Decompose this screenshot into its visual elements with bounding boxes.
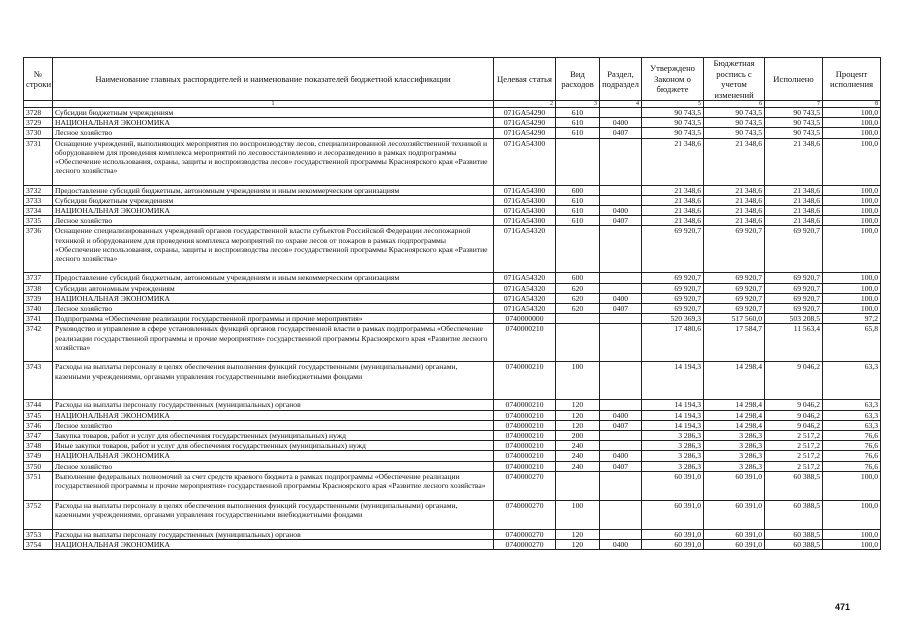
expense-type-cell: 100 [556,362,600,400]
approved-cell: 69 920,7 [642,293,704,303]
row-name-cell: Лесное хозяйство [53,216,494,226]
approved-cell: 3 286,3 [642,431,704,441]
section-cell [600,529,642,539]
schedule-cell: 90 743,5 [704,118,765,128]
approved-cell: 14 194,3 [642,400,704,410]
section-cell [600,195,642,205]
row-name-cell: НАЦИОНАЛЬНАЯ ЭКОНОМИКА [53,293,494,303]
table-row [24,529,881,539]
executed-cell: 2 517,2 [765,461,823,471]
executed-cell: 21 348,6 [765,185,823,195]
approved-cell: 3 286,3 [642,451,704,461]
column-number-row [24,101,881,108]
section-cell: 0407 [600,216,642,226]
target-article-cell: 071GA54300 [494,216,556,226]
table-row [24,431,881,441]
expense-type-cell: 120 [556,400,600,410]
target-article-cell: 0740000210 [494,400,556,410]
column-number: 7 [765,101,823,108]
section-cell [600,314,642,324]
target-article-cell: 0740000210 [494,431,556,441]
executed-cell: 9 046,2 [765,362,823,400]
approved-cell: 520 369,3 [642,314,704,324]
expense-type-cell: 120 [556,540,600,550]
table-row [24,540,881,550]
schedule-cell: 14 298,4 [704,420,765,430]
row-name-cell: НАЦИОНАЛЬНАЯ ЭКОНОМИКА [53,206,494,216]
expense-type-cell: 600 [556,185,600,195]
schedule-cell: 69 920,7 [704,273,765,283]
expense-type-cell: 610 [556,206,600,216]
column-number [24,101,53,108]
table-row [24,128,881,138]
header-percent: Процент исполнения [823,58,881,101]
executed-cell: 9 046,2 [765,420,823,430]
page-number: 471 [835,602,851,612]
executed-cell: 9 046,2 [765,400,823,410]
row-number-cell: 3740 [24,304,53,314]
header-approved: Утверждено Законом о бюджете [642,58,704,101]
expense-type-cell: 120 [556,529,600,539]
schedule-cell: 3 286,3 [704,461,765,471]
approved-cell: 14 194,3 [642,420,704,430]
row-name-cell: Предоставление субсидий бюджетным, автономным учреждениям и иным некоммерческим организациям [53,185,494,195]
approved-cell: 21 348,6 [642,185,704,195]
approved-cell: 90 743,5 [642,118,704,128]
row-number-cell: 3738 [24,283,53,293]
header-section: Раздел, подраздел [600,58,642,101]
header-expense-type: Вид расходов [556,58,600,101]
table-row [24,441,881,451]
row-name-cell: НАЦИОНАЛЬНАЯ ЭКОНОМИКА [53,451,494,461]
expense-type-cell [556,324,600,362]
row-number-cell: 3745 [24,410,53,420]
executed-cell: 60 388,5 [765,529,823,539]
row-name-cell: Руководство и управление в сфере установленных функций органов государственной власти в рамках подпрограммы «Обеспечение реализации государственной программы и прочие мероприятия» государственной программы Красноярского края «Развитие лесного хозяйства» [53,324,494,362]
section-cell [600,108,642,118]
approved-cell: 60 391,0 [642,540,704,550]
schedule-cell: 69 920,7 [704,304,765,314]
executed-cell: 21 348,6 [765,216,823,226]
percent-cell: 63,3 [823,362,881,400]
schedule-cell: 60 391,0 [704,471,765,500]
table-row [24,206,881,216]
table-row [24,451,881,461]
expense-type-cell [556,226,600,273]
row-number-cell: 3746 [24,420,53,430]
table-row [24,195,881,205]
section-cell [600,471,642,500]
approved-cell: 21 348,6 [642,138,704,185]
schedule-cell: 21 348,6 [704,185,765,195]
expense-type-cell: 240 [556,441,600,451]
target-article-cell: 071GA54320 [494,226,556,273]
executed-cell: 60 388,5 [765,471,823,500]
row-name-cell: Расходы на выплаты персоналу в целях обеспечения выполнения функций государственными (муниципальными) органами, казенными учреждениями, органами управления государственными внебюджетными фондами [53,500,494,529]
section-cell: 0407 [600,128,642,138]
schedule-cell: 21 348,6 [704,138,765,185]
section-cell [600,431,642,441]
executed-cell: 69 920,7 [765,226,823,273]
target-article-cell: 071GA54320 [494,293,556,303]
row-number-cell: 3729 [24,118,53,128]
expense-type-cell: 200 [556,431,600,441]
row-name-cell: Лесное хозяйство [53,461,494,471]
schedule-cell: 517 560,0 [704,314,765,324]
approved-cell: 90 743,5 [642,108,704,118]
section-cell: 0407 [600,420,642,430]
row-number-cell: 3752 [24,500,53,529]
header-executed: Исполнено [765,58,823,101]
row-number-cell: 3731 [24,138,53,185]
row-number-cell: 3734 [24,206,53,216]
table-row [24,400,881,410]
expense-type-cell: 600 [556,273,600,283]
schedule-cell: 14 298,4 [704,362,765,400]
percent-cell: 76,6 [823,431,881,441]
section-cell: 0400 [600,206,642,216]
table-row [24,500,881,529]
percent-cell: 100,0 [823,529,881,539]
row-number-cell: 3730 [24,128,53,138]
target-article-cell: 071GA54290 [494,128,556,138]
row-number-cell: 3743 [24,362,53,400]
executed-cell: 21 348,6 [765,195,823,205]
percent-cell: 100,0 [823,108,881,118]
schedule-cell: 21 348,6 [704,216,765,226]
target-article-cell: 0740000210 [494,410,556,420]
column-number: 4 [600,101,642,108]
executed-cell: 69 920,7 [765,304,823,314]
approved-cell: 69 920,7 [642,273,704,283]
row-name-cell: Субсидии бюджетным учреждениям [53,195,494,205]
expense-type-cell [556,314,600,324]
table-row [24,273,881,283]
percent-cell: 63,3 [823,400,881,410]
row-number-cell: 3741 [24,314,53,324]
target-article-cell: 071GA54300 [494,138,556,185]
section-cell: 0400 [600,410,642,420]
section-cell [600,273,642,283]
approved-cell: 3 286,3 [642,461,704,471]
percent-cell: 100,0 [823,138,881,185]
expense-type-cell: 120 [556,420,600,430]
row-number-cell: 3742 [24,324,53,362]
approved-cell: 69 920,7 [642,304,704,314]
row-name-cell: Субсидии автономным учреждениям [53,283,494,293]
target-article-cell: 071GA54300 [494,185,556,195]
executed-cell: 503 208,5 [765,314,823,324]
schedule-cell: 90 743,5 [704,108,765,118]
percent-cell: 100,0 [823,185,881,195]
percent-cell: 100,0 [823,283,881,293]
table-row [24,324,881,362]
target-article-cell: 071GA54320 [494,273,556,283]
executed-cell: 90 743,5 [765,128,823,138]
row-name-cell: НАЦИОНАЛЬНАЯ ЭКОНОМИКА [53,118,494,128]
schedule-cell: 14 298,4 [704,400,765,410]
row-name-cell: Расходы на выплаты персоналу государственных (муниципальных) органов [53,529,494,539]
row-number-cell: 3732 [24,185,53,195]
column-number: 6 [704,101,765,108]
row-name-cell: Оснащение специализированных учреждений органов государственной власти субъектов Российской Федерации лесопожарной техникой и оборудованием для проведения комплекса мероприятий по охране лесов от пожаров в рамках подпрограммы «Обеспечение использования, охраны, защиты и воспроизводства лесов» государственной программы Красноярского края «Развитие лесного хозяйства» [53,226,494,273]
row-number-cell: 3753 [24,529,53,539]
approved-cell: 21 348,6 [642,195,704,205]
table-body [24,108,881,550]
row-name-cell: НАЦИОНАЛЬНАЯ ЭКОНОМИКА [53,540,494,550]
row-name-cell: Оснащение учреждений, выполняющих мероприятия по воспроизводству лесов, специализированной лесохозяйственной техникой и оборудованием для проведения комплекса мероприятий по лесовосстановлению и лесоразведению в рамках подпрограммы «Обеспечение использования, охраны, защиты и воспроизводства лесов» государственной программы Красноярского края «Развитие лесного хозяйства» [53,138,494,185]
column-number: 3 [556,101,600,108]
target-article-cell: 071GA54300 [494,195,556,205]
schedule-cell: 14 298,4 [704,410,765,420]
percent-cell: 100,0 [823,304,881,314]
column-number: 8 [823,101,881,108]
section-cell: 0407 [600,304,642,314]
section-cell [600,362,642,400]
table-row [24,185,881,195]
section-cell: 0407 [600,461,642,471]
expense-type-cell: 610 [556,118,600,128]
approved-cell: 14 194,3 [642,362,704,400]
percent-cell: 76,6 [823,451,881,461]
row-number-cell: 3749 [24,451,53,461]
schedule-cell: 60 391,0 [704,529,765,539]
table-row [24,420,881,430]
row-name-cell: Закупка товаров, работ и услуг для обеспечения государственных (муниципальных) нужд [53,431,494,441]
percent-cell: 100,0 [823,500,881,529]
target-article-cell: 0740000210 [494,451,556,461]
target-article-cell: 0740000000 [494,314,556,324]
expense-type-cell [556,471,600,500]
table-row [24,108,881,118]
schedule-cell: 69 920,7 [704,226,765,273]
approved-cell: 3 286,3 [642,441,704,451]
row-name-cell: Лесное хозяйство [53,304,494,314]
schedule-cell: 3 286,3 [704,441,765,451]
executed-cell: 2 517,2 [765,451,823,461]
approved-cell: 90 743,5 [642,128,704,138]
approved-cell: 69 920,7 [642,283,704,293]
table-row [24,138,881,185]
row-name-cell: Субсидии бюджетным учреждениям [53,108,494,118]
executed-cell: 69 920,7 [765,293,823,303]
header-name: Наименование главных распорядителей и наименование показателей бюджетной классификации [53,58,494,101]
executed-cell: 2 517,2 [765,431,823,441]
table-row [24,293,881,303]
schedule-cell: 21 348,6 [704,206,765,216]
percent-cell: 100,0 [823,195,881,205]
approved-cell: 14 194,3 [642,410,704,420]
target-article-cell: 071GA54290 [494,108,556,118]
row-name-cell: Расходы на выплаты персоналу в целях обеспечения выполнения функций государственными (муниципальными) органами, казенными учреждениями, органами управления государственными внебюджетными фондами [53,362,494,400]
expense-type-cell: 620 [556,293,600,303]
column-number: 5 [642,101,704,108]
section-cell: 0400 [600,293,642,303]
section-cell [600,324,642,362]
row-number-cell: 3751 [24,471,53,500]
target-article-cell: 0740000270 [494,540,556,550]
executed-cell: 90 743,5 [765,108,823,118]
table-row [24,118,881,128]
budget-execution-table [23,57,881,550]
table-row [24,410,881,420]
executed-cell: 60 388,5 [765,540,823,550]
schedule-cell: 69 920,7 [704,283,765,293]
expense-type-cell: 610 [556,108,600,118]
percent-cell: 97,2 [823,314,881,324]
schedule-cell: 60 391,0 [704,540,765,550]
row-number-cell: 3747 [24,431,53,441]
header-row-number: № строки [24,58,53,101]
row-name-cell: Предоставление субсидий бюджетным, автономным учреждениям и иным некоммерческим организациям [53,273,494,283]
section-cell: 0400 [600,118,642,128]
percent-cell: 100,0 [823,471,881,500]
target-article-cell: 0740000270 [494,529,556,539]
section-cell [600,138,642,185]
approved-cell: 60 391,0 [642,500,704,529]
percent-cell: 100,0 [823,273,881,283]
percent-cell: 100,0 [823,226,881,273]
section-cell: 0400 [600,540,642,550]
column-number: 1 [53,101,494,108]
table-row [24,304,881,314]
target-article-cell: 071GA54300 [494,206,556,216]
row-number-cell: 3733 [24,195,53,205]
expense-type-cell: 610 [556,195,600,205]
section-cell [600,185,642,195]
row-number-cell: 3735 [24,216,53,226]
expense-type-cell: 620 [556,283,600,293]
row-name-cell: НАЦИОНАЛЬНАЯ ЭКОНОМИКА [53,410,494,420]
approved-cell: 21 348,6 [642,216,704,226]
section-cell [600,441,642,451]
table-row [24,226,881,273]
header-target-article: Целевая статья [494,58,556,101]
executed-cell: 69 920,7 [765,273,823,283]
executed-cell: 21 348,6 [765,206,823,216]
percent-cell: 100,0 [823,118,881,128]
row-name-cell: Иные закупки товаров, работ и услуг для обеспечения государственных (муниципальных) нужд [53,441,494,451]
budget-table-container [23,57,880,550]
executed-cell: 11 563,4 [765,324,823,362]
schedule-cell: 21 348,6 [704,195,765,205]
expense-type-cell: 610 [556,216,600,226]
executed-cell: 9 046,2 [765,410,823,420]
row-name-cell: Лесное хозяйство [53,128,494,138]
expense-type-cell: 240 [556,461,600,471]
percent-cell: 76,6 [823,441,881,451]
percent-cell: 63,3 [823,420,881,430]
row-number-cell: 3739 [24,293,53,303]
expense-type-cell: 620 [556,304,600,314]
percent-cell: 100,0 [823,216,881,226]
row-number-cell: 3744 [24,400,53,410]
percent-cell: 100,0 [823,128,881,138]
expense-type-cell: 120 [556,410,600,420]
target-article-cell: 0740000210 [494,324,556,362]
expense-type-cell: 240 [556,451,600,461]
table-row [24,314,881,324]
target-article-cell: 0740000210 [494,420,556,430]
section-cell [600,226,642,273]
schedule-cell: 60 391,0 [704,500,765,529]
target-article-cell: 071GA54320 [494,283,556,293]
percent-cell: 63,3 [823,410,881,420]
section-cell [600,400,642,410]
row-number-cell: 3754 [24,540,53,550]
table-row [24,216,881,226]
schedule-cell: 17 584,7 [704,324,765,362]
percent-cell: 65,8 [823,324,881,362]
section-cell [600,283,642,293]
schedule-cell: 3 286,3 [704,431,765,441]
expense-type-cell: 610 [556,128,600,138]
executed-cell: 21 348,6 [765,138,823,185]
percent-cell: 76,6 [823,461,881,471]
target-article-cell: 0740000210 [494,441,556,451]
section-cell [600,500,642,529]
row-number-cell: 3750 [24,461,53,471]
row-number-cell: 3728 [24,108,53,118]
executed-cell: 69 920,7 [765,283,823,293]
target-article-cell: 0740000270 [494,471,556,500]
expense-type-cell [556,138,600,185]
target-article-cell: 071GA54290 [494,118,556,128]
executed-cell: 90 743,5 [765,118,823,128]
percent-cell: 100,0 [823,293,881,303]
table-row [24,461,881,471]
row-name-cell: Лесное хозяйство [53,420,494,430]
schedule-cell: 3 286,3 [704,451,765,461]
row-number-cell: 3737 [24,273,53,283]
table-row [24,283,881,293]
expense-type-cell: 100 [556,500,600,529]
row-number-cell: 3736 [24,226,53,273]
column-number: 2 [494,101,556,108]
target-article-cell: 0740000210 [494,461,556,471]
target-article-cell: 0740000210 [494,362,556,400]
percent-cell: 100,0 [823,540,881,550]
table-row [24,362,881,400]
approved-cell: 17 480,6 [642,324,704,362]
row-number-cell: 3748 [24,441,53,451]
executed-cell: 60 388,5 [765,500,823,529]
header-schedule: Бюджетная роспись с учетом изменений [704,58,765,101]
approved-cell: 60 391,0 [642,529,704,539]
schedule-cell: 69 920,7 [704,293,765,303]
row-name-cell: Расходы на выплаты персоналу государственных (муниципальных) органов [53,400,494,410]
section-cell: 0400 [600,451,642,461]
target-article-cell: 071GA54320 [494,304,556,314]
table-header-row [24,58,881,101]
row-name-cell: Выполнение федеральных полномочий за счет средств краевого бюджета в рамках подпрограммы «Обеспечение реализации государственной программы и прочие мероприятия» государственной программы Красноярского края «Развитие лесного хозяйства» [53,471,494,500]
approved-cell: 21 348,6 [642,206,704,216]
row-name-cell: Подпрограмма «Обеспечение реализации государственной программы и прочие мероприятия» [53,314,494,324]
target-article-cell: 0740000270 [494,500,556,529]
schedule-cell: 90 743,5 [704,128,765,138]
percent-cell: 100,0 [823,206,881,216]
approved-cell: 69 920,7 [642,226,704,273]
table-row [24,471,881,500]
approved-cell: 60 391,0 [642,471,704,500]
executed-cell: 2 517,2 [765,441,823,451]
